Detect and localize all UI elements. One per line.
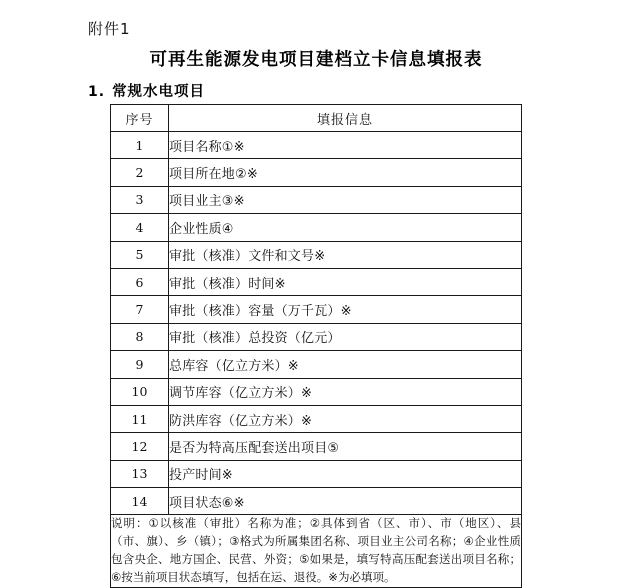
row-item-label: 审批（核准）文件和文号※: [169, 241, 522, 268]
row-item-label: 项目所在地②※: [169, 159, 522, 186]
section-label: 常规水电项目: [112, 84, 206, 100]
table-row: [111, 433, 522, 460]
row-number: 13: [111, 460, 169, 487]
row-number: 10: [111, 378, 169, 405]
row-item-label: 调节库容（亿立方米）※: [169, 378, 522, 405]
column-header-no: 序号: [111, 105, 169, 132]
row-number: 14: [111, 488, 169, 515]
row-number: 4: [111, 214, 169, 241]
table-row: [111, 323, 522, 350]
project-info-table: [110, 104, 522, 588]
row-item-label: 审批（核准）总投资（亿元）: [169, 323, 522, 350]
row-number: 5: [111, 241, 169, 268]
section-number: 1.: [88, 84, 106, 100]
table-row: [111, 351, 522, 378]
table-row: [111, 268, 522, 295]
table-row: [111, 405, 522, 432]
table-row: [111, 241, 522, 268]
page-title: 可再生能源发电项目建档立卡信息填报表: [149, 50, 483, 70]
row-number: 8: [111, 323, 169, 350]
row-item-label: 总库容（亿立方米）※: [169, 351, 522, 378]
row-number: 12: [111, 433, 169, 460]
row-number: 9: [111, 351, 169, 378]
table-note: 说明：①以核准（审批）名称为准；②具体到省（区、市）、市（地区）、县（市、旗）、乡（镇）；③格式为所属集团名称、项目业主公司名称；④企业性质包含央企、地方国企、民营、外资；⑤如果是，填写特高压配套送出项目名称；⑥按当前项目状态填写，包括在运、退役。※为必填项。: [111, 515, 522, 587]
row-item-label: 审批（核准）容量（万千瓦）※: [169, 296, 522, 323]
row-number: 1: [111, 132, 169, 159]
table-note-row: [111, 515, 522, 587]
row-item-label: 投产时间※: [169, 460, 522, 487]
row-number: 3: [111, 186, 169, 213]
attachment-label: 附件1: [88, 20, 131, 38]
column-header-info: 填报信息: [169, 105, 522, 132]
row-number: 7: [111, 296, 169, 323]
row-item-label: 审批（核准）时间※: [169, 268, 522, 295]
row-number: 2: [111, 159, 169, 186]
row-item-label: 防洪库容（亿立方米）※: [169, 405, 522, 432]
row-item-label: 项目状态⑥※: [169, 488, 522, 515]
table-row: [111, 460, 522, 487]
table-row: [111, 296, 522, 323]
row-number: 11: [111, 405, 169, 432]
table-row: [111, 186, 522, 213]
table-row: [111, 159, 522, 186]
section-heading: [88, 80, 205, 101]
table-row: [111, 214, 522, 241]
row-number: 6: [111, 268, 169, 295]
row-item-label: 企业性质④: [169, 214, 522, 241]
row-item-label: 是否为特高压配套送出项目⑤: [169, 433, 522, 460]
table-row: [111, 488, 522, 515]
row-item-label: 项目名称①※: [169, 132, 522, 159]
row-item-label: 项目业主③※: [169, 186, 522, 213]
table-row: [111, 132, 522, 159]
table-header-row: [111, 105, 522, 132]
table-row: [111, 378, 522, 405]
